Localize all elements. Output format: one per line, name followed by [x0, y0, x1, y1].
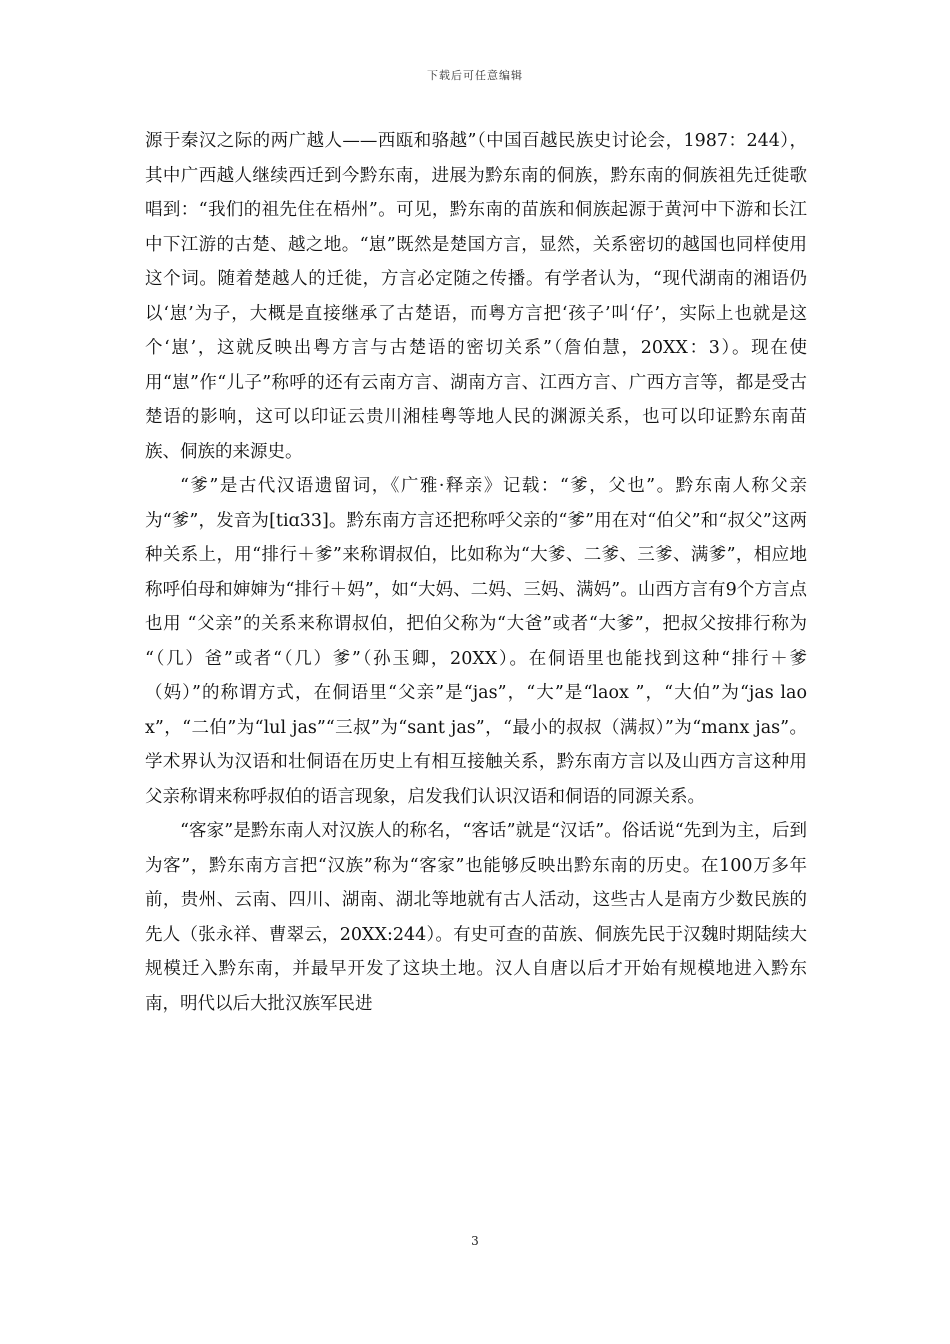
paragraph-kejia: “客家”是黔东南人对汉族人的称名，“客话”就是“汉话”。俗话说“先到为主，后到为客”，黔东南方言把“汉族”称为“客家”也能够反映出黔东南的历史。在100万多年前，贵州、云南、四川、湖南、湖北等地就有古人活动，这些古人是南方少数民族的先人（张永祥、曹翠云，20XX:244）。有史可查的苗族、侗族先民于汉魏时期陆续大规模迁入黔东南，并最早开发了这块土地。汉人自唐以后才开始有规模地进入黔东南，明代以后大批汉族军民进	[145, 821, 807, 1014]
paragraph-die: “爹”是古代汉语遗留词，《广雅·释亲》记载：“爹，父也”。黔东南人称父亲为“爹”，发音为[tiɑ33]。黔东南方言还把称呼父亲的“爹”用在对“伯父”和“叔父”这两种关系上，用“排行＋爹”来称谓叔伯，比如称为“大爹、二爹、三爹、满爹”，相应地称呼伯母和婶婶为“排行＋妈”，如“大妈、二妈、三妈、满妈”。山西方言有9个方言点也用 “父亲”的关系来称谓叔伯，把伯父称为“大爸”或者“大爹”，把叔父按排行称为 “（几）爸”或者“（几）爹”（孙玉卿，20XX）。在侗语里也能找到这种“排行＋爹（妈）”的称谓方式，在侗语里“父亲”是“jas”，“大”是“laox ”，“大伯”为“jas laox”，“二伯”为“lul jas”“三叔”为“sant jas”，“最小的叔叔（满叔）”为“manx jas”。学术界认为汉语和壮侗语在历史上有相互接触关系，黔东南方言以及山西方言这种用父亲称谓来称呼叔伯的语言现象，启发我们认识汉语和侗语的同源关系。	[145, 476, 807, 807]
page-header: 下载后可任意编辑	[427, 69, 523, 82]
document-body	[145, 124, 807, 1021]
paragraph-continuation: 源于秦汉之际的两广越人——西瓯和骆越”（中国百越民族史讨论会，1987：244），其中广西越人继续西迁到今黔东南，进展为黔东南的侗族，黔东南的侗族祖先迁徙歌唱到：“我们的祖先住在梧州”。可见，黔东南的苗族和侗族起源于黄河中下游和长江中下江游的古楚、越之地。“崽”既然是楚国方言，显然，关系密切的越国也同样使用这个词。随着楚越人的迁徙，方言必定随之传播。有学者认为，“现代湖南的湘语仍以‘崽’为子，大概是直接继承了古楚语，而粤方言把‘孩子’叫‘仔’，实际上也就是这个‘崽’，这就反映出粤方言与古楚语的密切关系”（詹伯慧，20XX：3）。现在使用“崽”作“儿子”称呼的还有云南方言、湖南方言、江西方言、广西方言等，都是受古楚语的影响，这可以印证云贵川湘桂粤等地人民的渊源关系，也可以印证黔东南苗族、侗族的来源史。	[145, 131, 807, 462]
page-number: 3	[471, 1234, 479, 1248]
